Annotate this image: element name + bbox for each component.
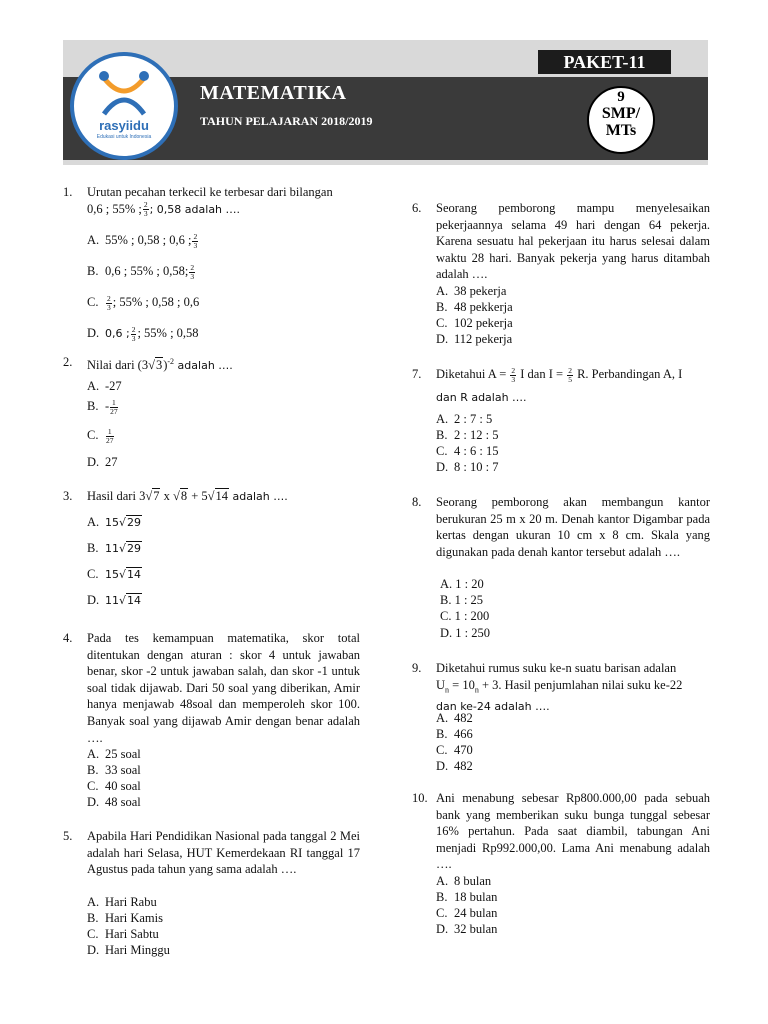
option-letter: D. (436, 460, 449, 474)
option-letter: B. (436, 428, 448, 442)
option-a[interactable] (440, 576, 484, 593)
question-stem (436, 660, 710, 715)
option-text: A. 1 : 20 (440, 577, 484, 591)
option-text: 24 bulan (454, 906, 498, 920)
option-text: 0,6 ; (105, 327, 130, 340)
option-a[interactable] (436, 873, 491, 890)
stem-text: Nilai dari (3 (87, 358, 149, 373)
stem-text: adalah …. (229, 490, 288, 503)
question-stem (87, 488, 360, 506)
option-text: ; 55% ; 0,58 ; 0,6 (112, 295, 200, 309)
stem-text: I dan I = (517, 367, 567, 381)
option-c[interactable] (436, 742, 473, 759)
option-letter: D. (87, 795, 100, 809)
numerator: 2 (131, 324, 136, 334)
option-c[interactable] (436, 905, 497, 922)
fraction (131, 326, 137, 343)
option-letter: A. (87, 895, 100, 909)
option-text: 32 bulan (454, 922, 498, 936)
option-letter: B. (87, 911, 99, 925)
option-text: 40 soal (105, 779, 141, 793)
option-text: 102 pekerja (454, 316, 513, 330)
option-letter: D. (436, 759, 449, 773)
sqrt-sign: √ (119, 568, 127, 581)
option-a[interactable] (87, 746, 141, 763)
option-d[interactable] (436, 758, 473, 775)
numerator: 1 (107, 426, 112, 436)
paket-label: PAKET-11 (538, 50, 671, 74)
question-stem: Ani menabung sebesar Rp800.000,00 pada sebuah bank yang memberikan suku bunga tunggal sebesar 16% pertahun. Pada saat diambil, tabungan Ani menjadi Rp992.000,00. Lama Ani menabung adalah …. (436, 791, 710, 872)
question-stem: Apabila Hari Pendidikan Nasional pada tanggal 2 Mei adalah hari Selasa, HUT Kemerdekaan RI tanggal 17 Agustus pada tahun yang sama adalah …. (87, 829, 360, 877)
question-number: 5. (63, 829, 73, 843)
stem-text: = 10 (449, 677, 475, 692)
stem-line (87, 201, 360, 219)
option-text: C. 1 : 200 (440, 609, 490, 623)
stem-text: + 3. Hasil penjumlahan nilai suku ke-22 (478, 677, 683, 692)
sqrt-sign: √ (119, 594, 127, 607)
question-1 (63, 184, 360, 344)
option-b[interactable] (87, 540, 142, 558)
option-c[interactable] (436, 315, 513, 332)
option-text: 4 : 6 : 15 (454, 444, 499, 458)
option-letter: D. (87, 943, 100, 957)
denominator: 3 (190, 271, 195, 281)
option-text: 8 : 10 : 7 (454, 460, 499, 474)
option-letter: A. (436, 874, 449, 888)
option-text: 48 pekkerja (454, 300, 513, 314)
school-year: TAHUN PELAJARAN 2018/2019 (200, 114, 373, 128)
question-stem: Seorang pemborong mampu menyelesaikan pekerjaannya selama 49 hari dengan 64 pekerja. Karena sesuatu hal pekerjaan itu harus selesai dalam waktu 28 hari. Banyak pekerja yang harus ditambah adalah …. (436, 201, 710, 282)
option-a[interactable] (87, 378, 122, 395)
option-a[interactable] (436, 283, 506, 300)
sqrt-sign: √ (119, 516, 127, 529)
option-text: Hari Kamis (105, 911, 163, 925)
option-d[interactable] (436, 921, 497, 938)
option-text: 55% ; 0,58 ; 0,6 ; (105, 233, 192, 247)
option-letter: A. (87, 379, 100, 393)
option-c[interactable] (87, 566, 142, 584)
stem-line: dan R adalah …. (436, 390, 527, 404)
question-6 (412, 200, 710, 350)
option-text: 112 pekerja (454, 332, 513, 346)
question-stem: Seorang pemborong akan membangun kantor berukuran 25 m x 20 m. Denah kantor Digambar pada kertas dengan ukuran 10 cm x 8 cm. Skala yang digunakan pada denah kantor tersebut adalah …. (436, 495, 710, 559)
option-b[interactable] (436, 726, 473, 743)
numerator: 1 (112, 397, 116, 407)
denominator: 27 (106, 435, 114, 445)
stem-text: x (160, 489, 173, 503)
sqrt-sign: √ (119, 542, 127, 555)
fraction (510, 367, 516, 384)
option-d[interactable] (436, 459, 498, 476)
option-letter: C. (436, 444, 448, 458)
option-letter: D. (87, 593, 100, 607)
option-letter: C. (87, 927, 99, 941)
stem-line: Urutan pecahan terkecil ke terbesar dari bilangan (87, 185, 333, 199)
question-number: 3. (63, 489, 73, 503)
option-letter: B. (436, 727, 448, 741)
stem-text: Diketahui A = (436, 367, 510, 381)
option-text: Hari Minggu (105, 943, 170, 957)
question-number: 1. (63, 185, 73, 199)
question-stem (87, 354, 360, 375)
stem-line (436, 366, 710, 384)
option-text: 38 pekerja (454, 284, 507, 298)
option-letter: B. (87, 541, 99, 555)
option-c[interactable] (87, 926, 159, 943)
option-text: 27 (105, 455, 118, 469)
fraction (143, 201, 149, 218)
option-text: B. 1 : 25 (440, 593, 484, 607)
option-c[interactable] (87, 427, 115, 445)
stem-text: adalah …. (174, 359, 233, 373)
option-letter: C. (87, 567, 99, 581)
option-text: 18 bulan (454, 890, 498, 904)
option-text: 482 (454, 759, 473, 773)
denominator: 27 (110, 406, 118, 416)
level-line-1: SMP/ (601, 105, 641, 122)
subscript: n (474, 685, 479, 695)
option-letter: D. (87, 326, 100, 340)
option-letter: C. (87, 295, 99, 309)
option-letter: C. (87, 428, 99, 442)
option-a[interactable] (87, 894, 157, 911)
numerator: 2 (193, 231, 198, 241)
numerator: 2 (511, 365, 516, 375)
stem-text: Hasil dari 3 (87, 489, 146, 503)
denominator: 5 (568, 374, 572, 384)
option-b[interactable] (436, 299, 513, 316)
stem-text: + 5 (188, 489, 208, 503)
question-2 (63, 354, 360, 474)
option-b[interactable] (440, 592, 483, 609)
option-letter: B. (87, 763, 99, 777)
grade-number: 9 (617, 89, 625, 105)
option-text: 25 soal (105, 747, 141, 761)
option-text: 11 (105, 594, 119, 607)
option-text: D. 1 : 250 (440, 626, 490, 640)
fraction (192, 233, 198, 250)
stem-line: Diketahui rumus suku ke-n suatu barisan adalan (436, 661, 677, 675)
stem-text: R. Perbandingan A, I (573, 367, 683, 381)
option-b[interactable] (87, 910, 163, 927)
option-text: Hari Sabtu (105, 927, 159, 941)
logo (70, 52, 178, 160)
fraction (110, 399, 118, 416)
option-c[interactable] (87, 294, 199, 312)
question-number: 2. (63, 355, 73, 369)
option-text: -27 (105, 379, 122, 393)
option-b[interactable] (436, 889, 497, 906)
stem-text: ) (163, 358, 168, 373)
option-letter: A. (436, 412, 449, 426)
numerator: 2 (107, 293, 111, 303)
question-stem (87, 184, 360, 218)
question-4 (63, 630, 360, 810)
subject-title: MATEMATIKA (200, 82, 347, 104)
numerator: 2 (143, 200, 148, 210)
option-b[interactable] (87, 263, 196, 281)
sqrt-sign: √ (148, 358, 155, 373)
option-text: 470 (454, 743, 473, 757)
denominator: 3 (511, 374, 516, 384)
stem-text: ; 0,58 adalah …. (149, 202, 241, 216)
radicand: 14 (127, 568, 142, 581)
question-9 (412, 660, 710, 780)
option-b[interactable] (87, 762, 141, 779)
option-a[interactable] (436, 710, 473, 727)
fraction (189, 264, 195, 281)
option-letter: A. (436, 284, 449, 298)
sqrt-sign: √ (145, 489, 153, 503)
option-letter: C. (436, 316, 448, 330)
question-7 (412, 366, 710, 484)
option-d[interactable] (87, 325, 199, 343)
option-text: - (105, 399, 110, 413)
option-letter: B. (436, 890, 448, 904)
logo-subtext: Edukasi untuk Indonesia (96, 134, 152, 140)
option-text: 8 bulan (454, 874, 492, 888)
option-text: 466 (454, 727, 473, 741)
logo-text: rasyiidu (99, 118, 149, 133)
denominator: 3 (193, 240, 198, 250)
fraction (106, 428, 114, 445)
stem-line (436, 677, 710, 699)
question-number: 6. (412, 201, 422, 215)
option-c[interactable] (436, 443, 498, 460)
option-letter: A. (87, 515, 100, 529)
option-c[interactable] (87, 778, 141, 795)
numerator: 2 (190, 262, 195, 272)
denominator: 3 (131, 333, 136, 343)
option-letter: C. (87, 779, 99, 793)
question-8 (412, 494, 710, 644)
denominator: 3 (143, 209, 148, 219)
option-d[interactable] (87, 592, 142, 610)
option-letter: A. (87, 747, 100, 761)
radicand: 29 (127, 542, 142, 555)
option-text: ; 55% ; 0,58 (137, 326, 199, 340)
sqrt-sign: √ (207, 489, 215, 503)
logo-emblem-icon (74, 56, 174, 156)
option-letter: B. (87, 399, 99, 413)
question-stem: Pada tes kemampuan matematika, skor total ditentukan dengan aturan : skor 4 untuk jawaban benar, skor -2 untuk jawaban salah, dan skor -1 untuk soal tidak dijawab. Dari 50 soal yang diberikan, Amir hanya menjawab 48soal dan memperoleh skor 100. Banyak soal yang dijawab Amir dengan benar adalah …. (87, 631, 360, 745)
option-letter: D. (87, 455, 100, 469)
sqrt-sign: √ (172, 489, 180, 503)
numerator: 2 (568, 365, 572, 375)
option-text: 2 : 7 : 5 (454, 412, 493, 426)
fraction (567, 367, 573, 384)
option-text: 33 soal (105, 763, 141, 777)
question-stem (436, 366, 710, 406)
option-text: Hari Rabu (105, 895, 157, 909)
option-b[interactable] (436, 427, 498, 444)
question-number: 10. (412, 791, 428, 805)
option-c[interactable] (440, 608, 489, 625)
option-letter: C. (436, 743, 448, 757)
option-a[interactable] (87, 514, 142, 532)
fraction (106, 295, 112, 312)
option-d[interactable] (436, 331, 512, 348)
option-letter: A. (87, 233, 100, 247)
radicand: 29 (127, 516, 142, 529)
radicand: 14 (215, 489, 229, 503)
radicand: 3 (155, 358, 163, 373)
question-5 (63, 828, 360, 968)
option-d[interactable] (87, 454, 118, 471)
option-letter: B. (87, 264, 99, 278)
option-b[interactable] (87, 398, 119, 416)
grade-badge (587, 86, 655, 154)
option-letter: B. (436, 300, 448, 314)
exponent: -2 (167, 357, 175, 366)
option-text: 482 (454, 711, 473, 725)
radicand: 7 (153, 489, 160, 503)
option-d[interactable] (87, 794, 141, 811)
question-10 (412, 790, 710, 940)
subscript: n (445, 685, 450, 695)
option-a[interactable] (87, 232, 199, 250)
option-text: 48 soal (105, 795, 141, 809)
denominator: 3 (107, 302, 111, 312)
level-line-2: MTs (605, 122, 637, 139)
option-text: 0,6 ; 55% ; 0,58; (105, 264, 189, 278)
question-number: 4. (63, 631, 73, 645)
stem-line: dan ke-24 adalah …. (436, 699, 550, 713)
option-letter: D. (436, 332, 449, 346)
radicand: 8 (180, 489, 188, 503)
option-d[interactable] (440, 625, 490, 642)
option-d[interactable] (87, 942, 170, 959)
question-3 (63, 488, 360, 608)
option-letter: D. (436, 922, 449, 936)
option-letter: A. (436, 711, 449, 725)
question-number: 9. (412, 661, 422, 675)
option-text: 15 (105, 516, 119, 529)
option-text: 15 (105, 568, 119, 581)
option-text: 2 : 12 : 5 (454, 428, 499, 442)
stem-text: 0,6 ; 55% ; (87, 201, 142, 216)
radicand: 14 (127, 594, 142, 607)
question-number: 7. (412, 367, 422, 381)
stem-text: U (436, 677, 446, 692)
option-text: 11 (105, 542, 119, 555)
option-letter: C. (436, 906, 448, 920)
option-a[interactable] (436, 411, 492, 428)
question-number: 8. (412, 495, 422, 509)
